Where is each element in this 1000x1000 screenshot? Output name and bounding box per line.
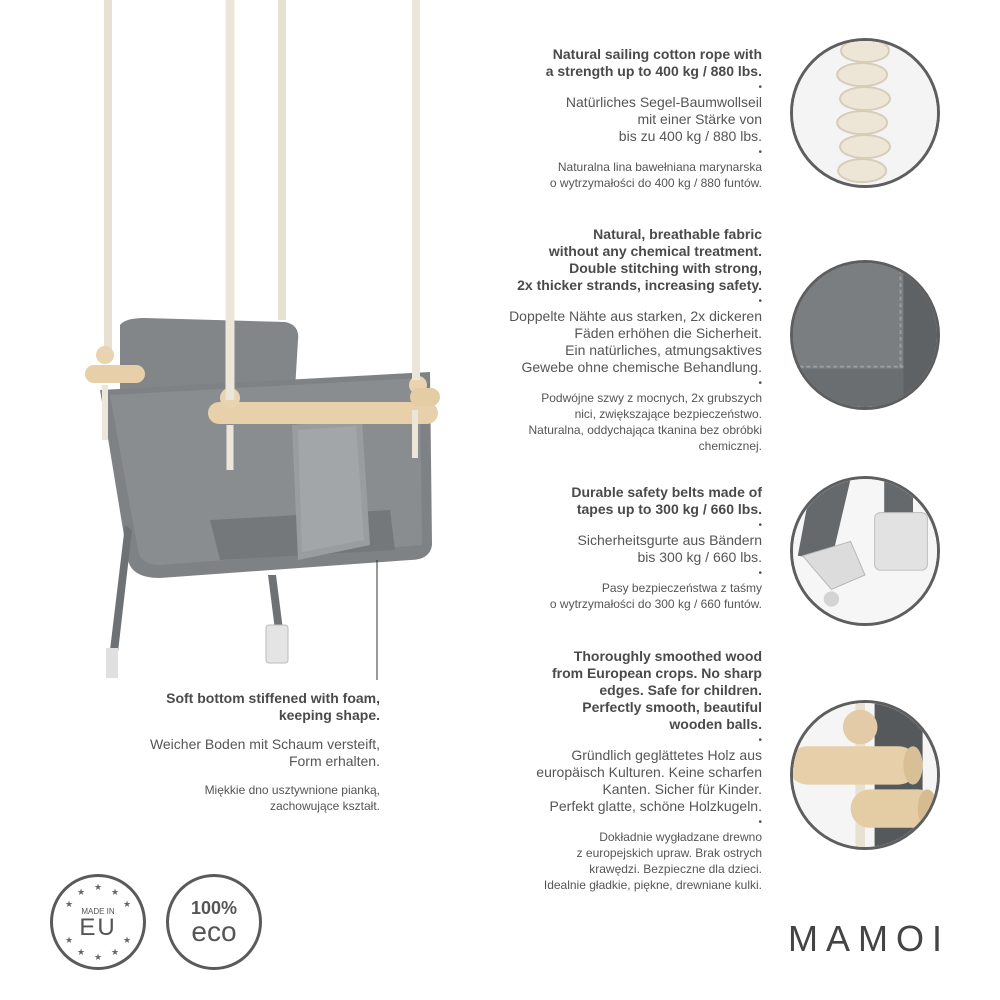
wood-de-line: Gründlich geglättetes Holz aus (571, 747, 762, 763)
wood-detail-image (790, 700, 940, 850)
wood-pl-line: Dokładnie wygładzane drewno (599, 830, 762, 844)
bullet-dot: • (758, 82, 762, 93)
bullet-dot: • (758, 817, 762, 828)
wood-en-line: edges. Safe for children. (599, 682, 762, 698)
svg-text:★: ★ (110, 888, 120, 898)
bottom-de-line: Form erhalten. (288, 753, 380, 769)
rope-de-line: Natürliches Segel-Baumwollseil (565, 94, 762, 110)
wood-de-line: Perfekt glatte, schöne Holzkugeln. (549, 798, 762, 814)
bullet-dot: • (758, 568, 762, 579)
svg-text:★: ★ (122, 936, 132, 946)
svg-text:★: ★ (76, 948, 86, 958)
fabric-de-line: Gewebe ohne chemische Behandlung. (521, 359, 762, 375)
rope-de-line: bis zu 400 kg / 880 lbs. (618, 128, 762, 144)
feature-wood-text (536, 648, 762, 893)
eco-label: eco (191, 916, 237, 947)
wood-de-line: Kanten. Sicher für Kinder. (602, 781, 762, 797)
bottom-de-line: Weicher Boden mit Schaum versteift, (149, 736, 380, 752)
belts-en-line: Durable safety belts made of (571, 484, 762, 500)
wood-en-line: from European crops. No sharp (551, 665, 762, 681)
bottom-pl-line: zachowujące kształt. (269, 799, 380, 813)
bullet-dot: • (758, 296, 762, 307)
wood-pl-line: Idealnie gładkie, piękne, drewniane kulki. (543, 878, 762, 892)
made-in-label: MADE IN (81, 906, 115, 916)
svg-text:★: ★ (64, 900, 74, 910)
fabric-de-line: Ein natürliches, atmungsaktives (565, 342, 762, 358)
rope-pl-line: Naturalna lina bawełniana marynarska (557, 160, 762, 174)
belts-pl-line: Pasy bezpieczeństwa z taśmy (601, 581, 762, 595)
fabric-en-line: Natural, breathable fabric (593, 226, 762, 242)
feature-belts-text (550, 484, 762, 612)
fabric-detail-image (790, 260, 940, 410)
wood-pl-line: krawędzi. Bezpieczne dla dzieci. (589, 862, 762, 876)
feature-fabric-text (509, 226, 762, 454)
svg-text:★: ★ (93, 883, 103, 893)
eco-percent-label: 100% (190, 898, 238, 918)
bullet-dot: • (758, 378, 762, 389)
rope-pl-line: o wytrzymałości do 400 kg / 880 funtów. (549, 176, 762, 190)
belts-en-line: tapes up to 300 kg / 660 lbs. (576, 501, 762, 517)
wood-en-line: Thoroughly smoothed wood (573, 648, 762, 664)
rope-en-line: Natural sailing cotton rope with (552, 46, 762, 62)
svg-text:★: ★ (64, 936, 74, 946)
svg-text:★: ★ (110, 948, 120, 958)
svg-text:★: ★ (76, 888, 86, 898)
fabric-en-line: without any chemical treatment. (548, 243, 762, 259)
rope-de-line: mit einer Stärke von (637, 111, 762, 127)
wood-pl-line: z europejskich upraw. Brak ostrych (576, 846, 762, 860)
rope-en-line: a strength up to 400 kg / 880 lbs. (545, 63, 762, 79)
belts-de-line: bis 300 kg / 660 lbs. (637, 549, 762, 565)
buckle-detail-image (790, 476, 940, 626)
fabric-pl-line: nici, zwiększające bezpieczeństwo. (574, 407, 762, 421)
fabric-en-line: Double stitching with strong, (569, 260, 762, 276)
made-in-eu-badge (50, 874, 146, 970)
wood-de-line: europäisch Kulturen. Keine scharfen (536, 764, 762, 780)
fabric-en-line: 2x thicker strands, increasing safety. (517, 277, 762, 293)
wood-en-line: Perfectly smooth, beautiful (582, 699, 762, 715)
fabric-de-line: Fäden erhöhen die Sicherheit. (574, 325, 762, 341)
wood-en-line: wooden balls. (669, 716, 762, 732)
bottom-en-line: Soft bottom stiffened with foam, (166, 690, 380, 706)
eco-badge (166, 874, 262, 970)
fabric-pl-line: Naturalna, oddychająca tkanina bez obróbki (528, 423, 762, 437)
feature-bottom-text (150, 690, 380, 814)
belts-de-line: Sicherheitsgurte aus Bändern (577, 532, 762, 548)
bottom-pl-line: Miękkie dno usztywnione pianką, (204, 783, 380, 797)
fabric-pl-line: chemicznej. (698, 439, 762, 453)
brand-logo: MAMOI (788, 918, 950, 959)
bullet-dot: • (758, 520, 762, 531)
swing-product-image (70, 0, 470, 700)
bottom-en-line: keeping shape. (278, 707, 380, 723)
rope-detail-image (790, 38, 940, 188)
fabric-de-line: Doppelte Nähte aus starken, 2x dickeren (509, 308, 762, 324)
bullet-dot: • (758, 147, 762, 158)
belts-pl-line: o wytrzymałości do 300 kg / 660 funtów. (549, 597, 762, 611)
eu-label: EU (79, 913, 117, 941)
fabric-pl-line: Podwójne szwy z mocnych, 2x grubszych (541, 391, 762, 405)
feature-rope-text (546, 46, 762, 191)
svg-text:★: ★ (122, 900, 132, 910)
svg-text:★: ★ (93, 953, 103, 963)
bullet-dot: • (758, 735, 762, 746)
